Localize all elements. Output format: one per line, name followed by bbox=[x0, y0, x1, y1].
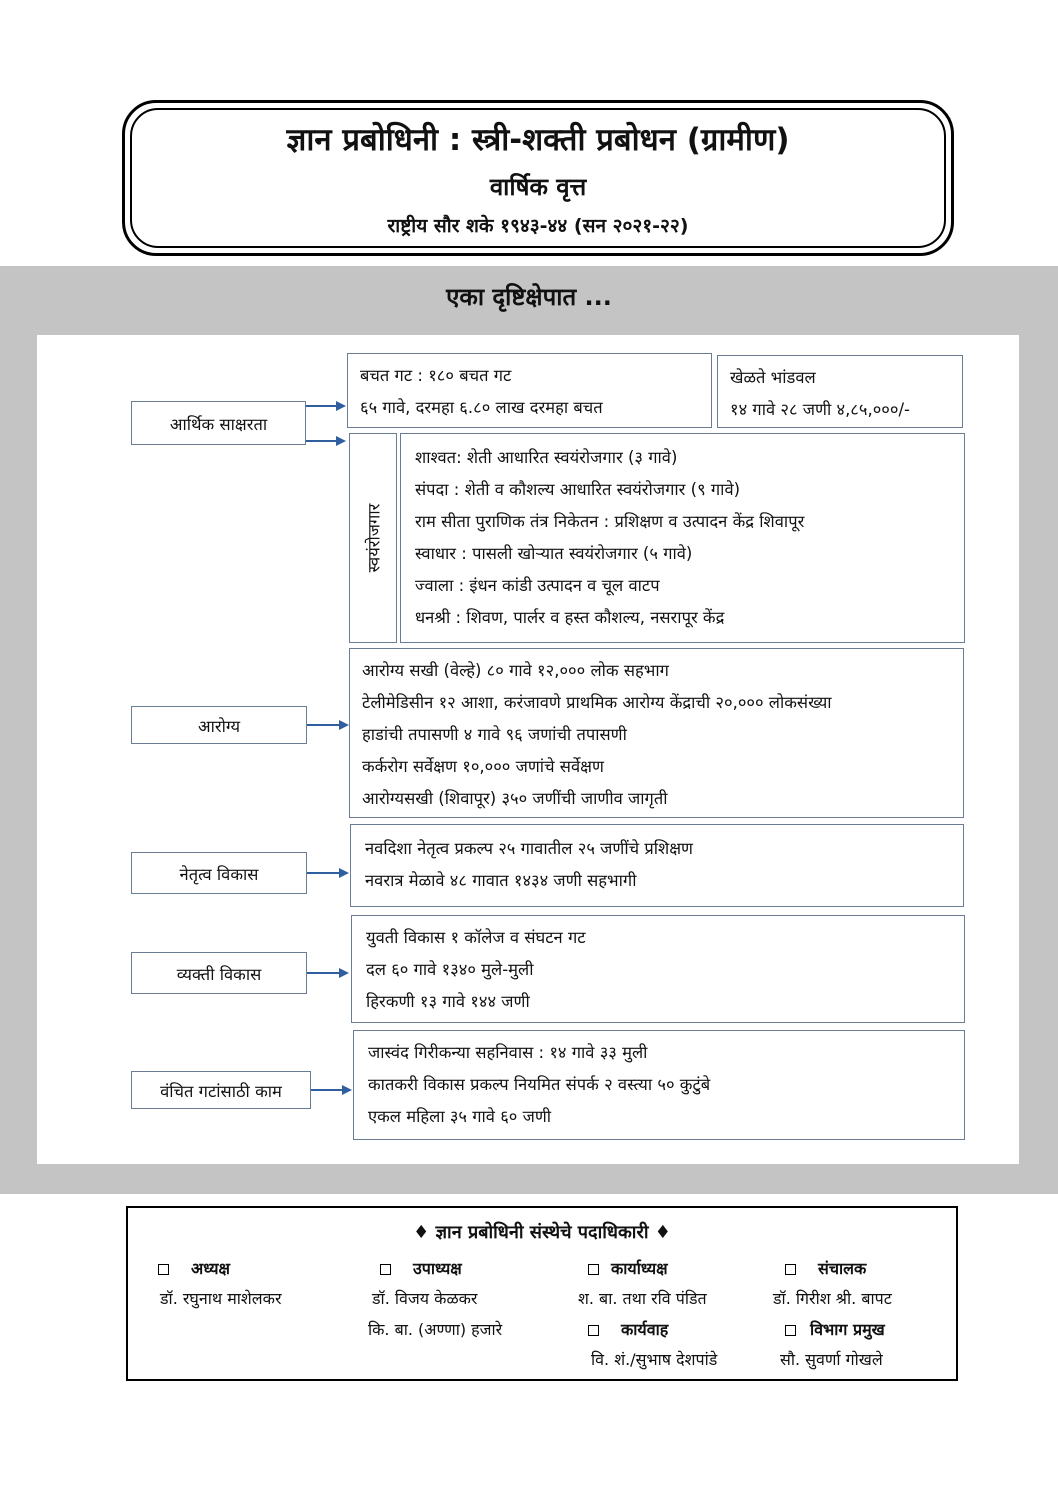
checkbox-square-icon bbox=[588, 1264, 599, 1275]
self-employment-label-box bbox=[349, 433, 397, 643]
category-financial-literacy bbox=[131, 401, 306, 445]
role-label: कार्यवाह bbox=[621, 1320, 669, 1339]
role-president bbox=[158, 1257, 230, 1279]
list-item: एकल महिला ३५ गावे ६० जणी bbox=[368, 1107, 552, 1126]
role-director bbox=[785, 1257, 866, 1279]
marginalized-box bbox=[353, 1030, 965, 1140]
arrow-right-icon bbox=[307, 872, 347, 874]
vice-president-name: कि. बा. (अण्णा) हजारे bbox=[368, 1320, 503, 1339]
list-item: हिरकणी १३ गावे १४४ जणी bbox=[366, 992, 530, 1011]
list-item: नवरात्र मेळावे ४८ गावात १४३४ जणी सहभागी bbox=[365, 871, 637, 890]
arrow-right-icon bbox=[306, 405, 344, 407]
self-employment-label: स्वयंरोजगार bbox=[364, 503, 384, 573]
checkbox-square-icon bbox=[785, 1325, 796, 1336]
role-vice-president bbox=[380, 1257, 462, 1279]
health-box bbox=[349, 648, 964, 818]
director-name: डॉ. गिरीश श्री. बापट bbox=[773, 1289, 892, 1308]
checkbox-square-icon bbox=[380, 1264, 391, 1275]
list-item: आरोग्य सखी (वेल्हे) ८० गावे १२,००० लोक सहभाग bbox=[362, 661, 669, 680]
category-label: व्यक्ती विकास bbox=[176, 964, 262, 984]
page-title: ज्ञान प्रबोधिनी : स्त्री-शक्ती प्रबोधन (ग्रामीण) bbox=[286, 122, 790, 158]
page-subtitle: वार्षिक वृत्त bbox=[489, 173, 587, 201]
savings-line: ६५ गावे, दरमहा ६.८० लाख दरमहा बचत bbox=[360, 398, 603, 417]
list-item: स्वाधार : पासली खोऱ्यात स्वयंरोजगार (५ गावे) bbox=[415, 544, 693, 563]
category-leadership bbox=[131, 852, 307, 894]
category-label: वंचित गटांसाठी काम bbox=[160, 1081, 282, 1101]
list-item: टेलीमेडिसीन १२ आशा, करंजावणे प्राथमिक आरोग्य केंद्राची २०,००० लोकसंख्या bbox=[362, 693, 832, 712]
leadership-box bbox=[350, 824, 964, 907]
role-secretary bbox=[588, 1318, 668, 1340]
role-label: अध्यक्ष bbox=[191, 1259, 230, 1278]
list-item: संपदा : शेती व कौशल्य आधारित स्वयंरोजगार (९ गावे) bbox=[415, 480, 741, 499]
arrow-right-icon bbox=[306, 440, 344, 442]
category-label: नेतृत्व विकास bbox=[179, 864, 259, 884]
section-title: एका दृष्टिक्षेपात ... bbox=[446, 283, 612, 311]
president-name: डॉ. रघुनाथ माशेलकर bbox=[160, 1289, 282, 1308]
capital-line: खेळते भांडवल bbox=[730, 368, 816, 387]
role-executive-president bbox=[588, 1257, 668, 1279]
capital-line: १४ गावे २८ जणी ४,८५,०००/- bbox=[730, 400, 910, 419]
checkbox-square-icon bbox=[588, 1325, 599, 1336]
list-item: शाश्वत: शेती आधारित स्वयंरोजगार (३ गावे) bbox=[415, 448, 678, 467]
list-item: आरोग्यसखी (शिवापूर) ३५० जणींची जाणीव जागृती bbox=[362, 789, 668, 808]
department-head-name: सौ. सुवर्णा गोखले bbox=[780, 1350, 883, 1369]
list-item: नवदिशा नेतृत्व प्रकल्प २५ गावातील २५ जणींचे प्रशिक्षण bbox=[365, 839, 693, 858]
arrow-right-icon bbox=[307, 972, 347, 974]
role-label: कार्याध्यक्ष bbox=[611, 1259, 668, 1278]
secretary-name: वि. शं./सुभाष देशपांडे bbox=[591, 1350, 718, 1369]
arrow-right-icon bbox=[307, 724, 347, 726]
list-item: हाडांची तपासणी ४ गावे ९६ जणांची तपासणी bbox=[362, 725, 627, 744]
savings-line: बचत गट : १८० बचत गट bbox=[360, 366, 512, 385]
arrow-right-icon bbox=[311, 1089, 350, 1091]
list-item: धनश्री : शिवण, पार्लर व हस्त कौशल्य, नसरापूर केंद्र bbox=[415, 608, 725, 627]
savings-box bbox=[347, 353, 712, 428]
vice-president-name: डॉ. विजय केळकर bbox=[372, 1289, 478, 1308]
list-item: युवती विकास १ कॉलेज व संघटन गट bbox=[366, 928, 586, 947]
category-health bbox=[131, 706, 307, 744]
self-employment-box bbox=[400, 433, 965, 643]
role-label: विभाग प्रमुख bbox=[810, 1320, 885, 1339]
list-item: कर्करोग सर्वेक्षण १०,००० जणांचे सर्वेक्षण bbox=[362, 757, 604, 776]
category-label: आर्थिक साक्षरता bbox=[169, 414, 268, 434]
category-personal-development bbox=[131, 952, 307, 994]
category-marginalized bbox=[131, 1071, 311, 1109]
list-item: राम सीता पुराणिक तंत्र निकेतन : प्रशिक्षण व उत्पादन केंद्र शिवापूर bbox=[415, 512, 805, 531]
role-label: उपाध्यक्ष bbox=[413, 1259, 462, 1278]
list-item: कातकरी विकास प्रकल्प नियमित संपर्क २ वस्त्या ५० कुटुंबे bbox=[368, 1075, 711, 1094]
role-department-head bbox=[785, 1318, 885, 1340]
role-label: संचालक bbox=[818, 1259, 867, 1278]
personal-development-box bbox=[351, 915, 965, 1023]
list-item: जास्वंद गिरीकन्या सहनिवास : १४ गावे ३३ मुली bbox=[368, 1043, 648, 1062]
checkbox-square-icon bbox=[158, 1264, 169, 1275]
executive-president-name: श. बा. तथा रवि पंडित bbox=[578, 1289, 707, 1308]
checkbox-square-icon bbox=[785, 1264, 796, 1275]
list-item: दल ६० गावे १३४० मुले-मुली bbox=[366, 960, 534, 979]
office-bearers-title: ♦ ज्ञान प्रबोधिनी संस्थेचे पदाधिकारी ♦ bbox=[413, 1222, 671, 1243]
list-item: ज्वाला : इंधन कांडी उत्पादन व चूल वाटप bbox=[415, 576, 660, 595]
report-year: राष्ट्रीय सौर शके १९४३-४४ (सन २०२१-२२) bbox=[387, 215, 689, 237]
category-label: आरोग्य bbox=[197, 716, 241, 736]
capital-box bbox=[717, 355, 963, 428]
